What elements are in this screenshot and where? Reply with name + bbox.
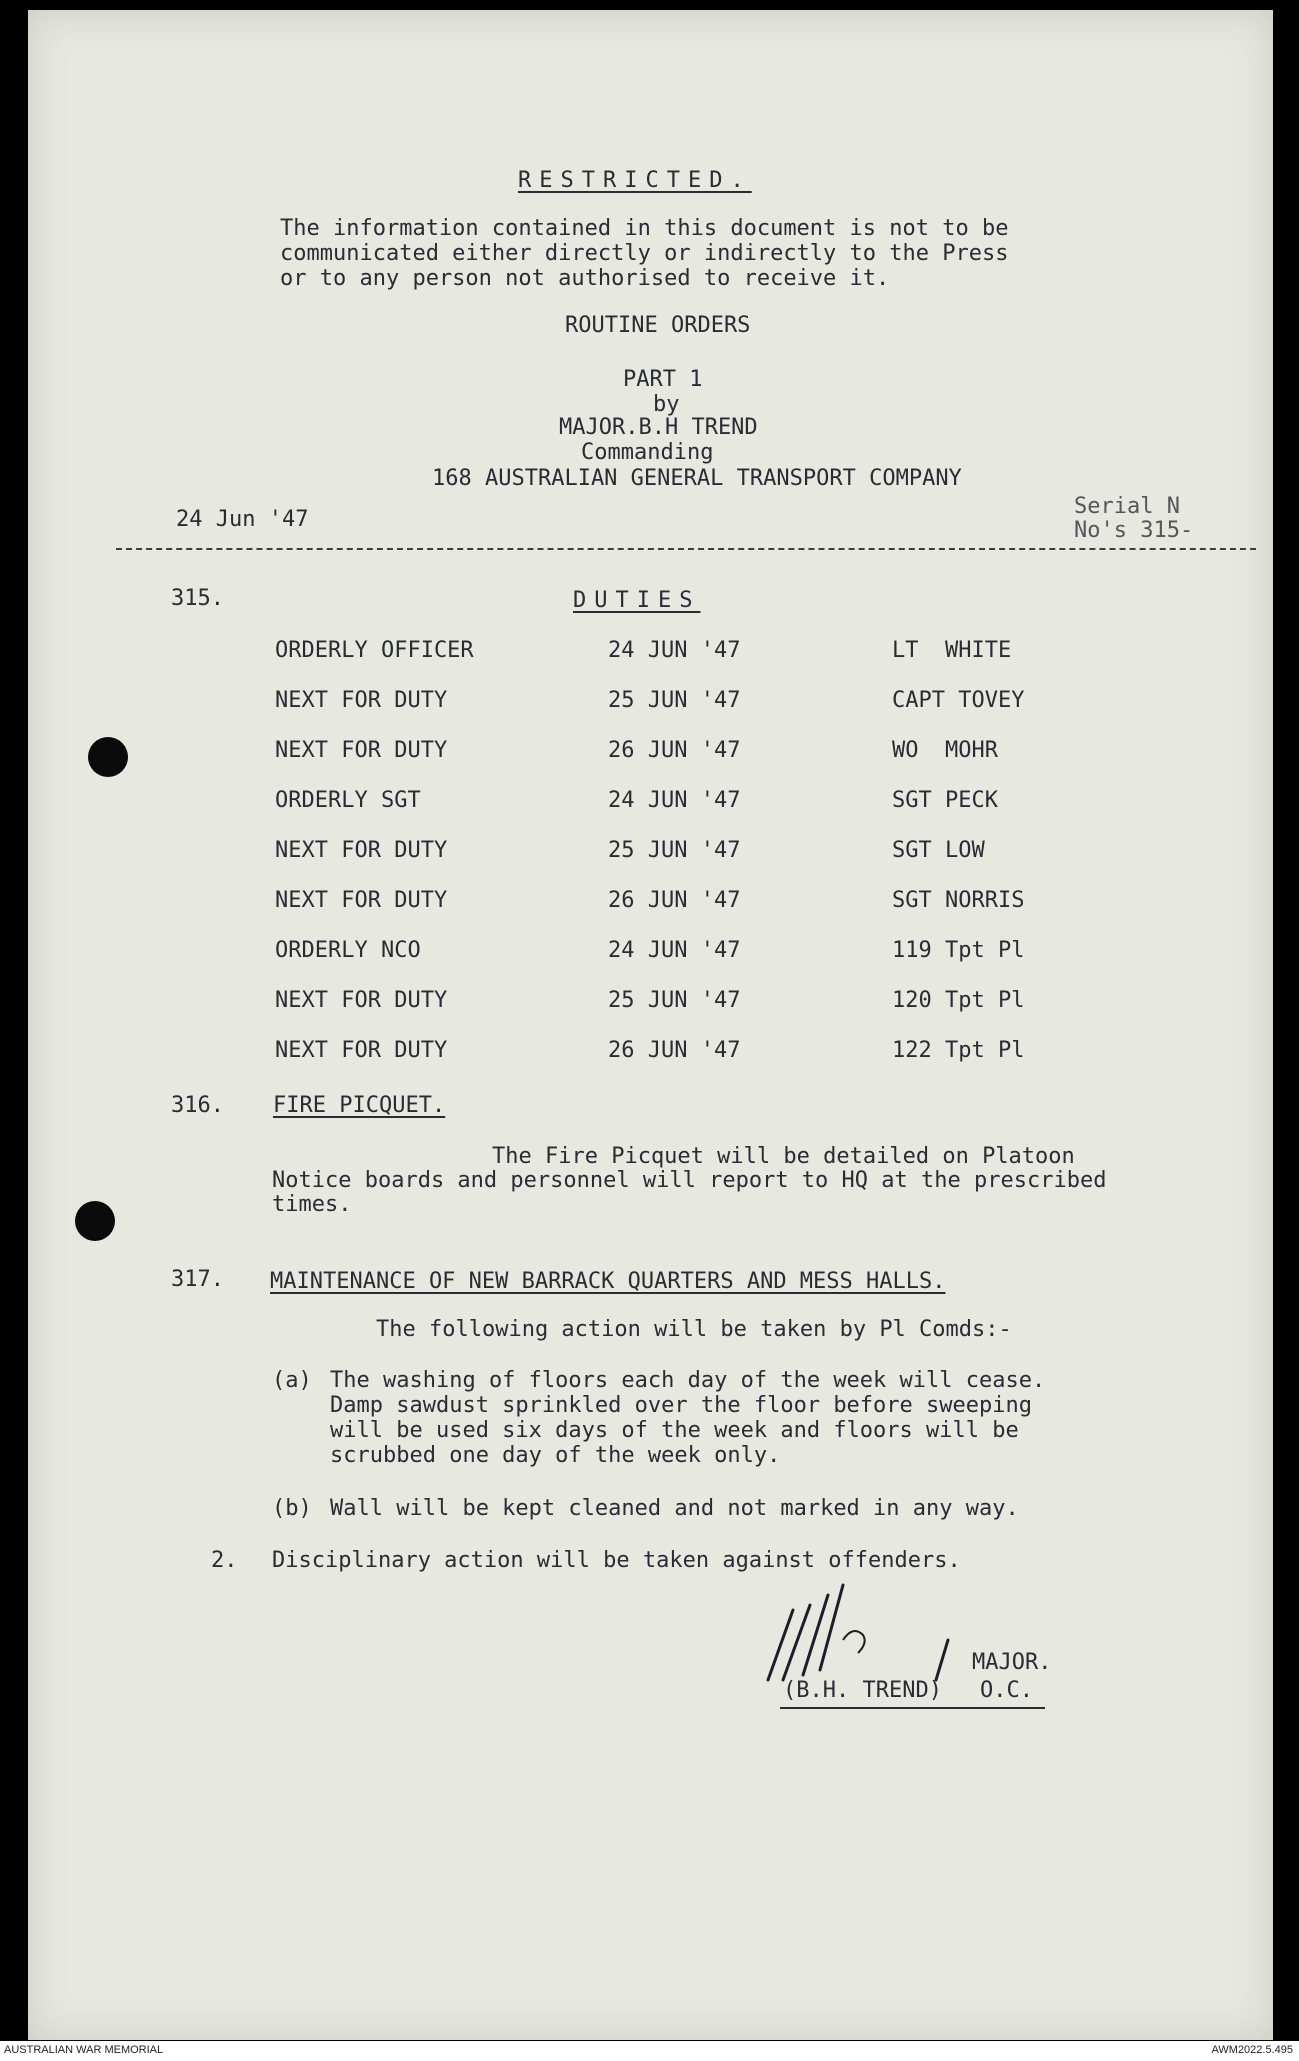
archive-footer <box>0 2041 1299 2061</box>
duty-row <box>28 788 1273 818</box>
maintenance-heading: MAINTENANCE OF NEW BARRACK QUARTERS AND MESS HALLS. <box>270 1269 946 1294</box>
fire-picquet-line-3: times. <box>272 1192 352 1217</box>
duty-row <box>28 738 1273 768</box>
duty-person: SGT NORRIS <box>892 888 1025 913</box>
maintenance-number: 317. <box>171 1267 224 1292</box>
duty-row <box>28 838 1273 868</box>
duty-person: WO MOHR <box>892 738 998 763</box>
duty-row <box>28 638 1273 668</box>
serial-label: Serial N <box>1074 494 1180 519</box>
duty-date: 24 JUN '47 <box>608 938 741 963</box>
item-2-text: Disciplinary action will be taken against offenders. <box>272 1548 961 1573</box>
duty-role: NEXT FOR DUTY <box>275 988 448 1013</box>
item-a-line-1: The washing of floors each day of the week will cease. <box>330 1368 1046 1393</box>
duty-row <box>28 888 1273 918</box>
notice-line-1: The information contained in this document is not to be <box>280 216 1009 241</box>
item-a-label: (a) <box>272 1368 312 1393</box>
document-page <box>28 10 1273 2040</box>
duties-number: 315. <box>171 586 224 611</box>
item-a-line-3: will be used six days of the week and floors will be <box>330 1418 1019 1443</box>
duty-person: SGT PECK <box>892 788 998 813</box>
maintenance-intro: The following action will be taken by Pl Comds:- <box>376 1317 1012 1342</box>
duty-row <box>28 938 1273 968</box>
duty-person: 119 Tpt Pl <box>892 938 1025 963</box>
duty-date: 26 JUN '47 <box>608 738 741 763</box>
footer-accession: AWM2022.5.495 <box>1211 2044 1293 2056</box>
by-label: by <box>653 392 680 417</box>
commanding-label: Commanding <box>581 440 714 465</box>
fire-picquet-heading: FIRE PICQUET. <box>273 1093 446 1118</box>
duty-date: 24 JUN '47 <box>608 638 741 663</box>
signatory-title: O.C. <box>980 1678 1033 1703</box>
signatory-rank: MAJOR. <box>972 1650 1052 1675</box>
duty-date: 24 JUN '47 <box>608 788 741 813</box>
duties-heading: DUTIES <box>573 588 701 613</box>
duty-role: NEXT FOR DUTY <box>275 1038 448 1063</box>
duty-person: SGT LOW <box>892 838 985 863</box>
notice-line-3: or to any person not authorised to receive it. <box>280 266 890 291</box>
duty-date: 26 JUN '47 <box>608 888 741 913</box>
duty-person: CAPT TOVEY <box>892 688 1025 713</box>
punch-hole-bottom <box>75 1201 115 1241</box>
duty-date: 25 JUN '47 <box>608 838 741 863</box>
duty-row <box>28 688 1273 718</box>
duty-row <box>28 1038 1273 1068</box>
order-date: 24 Jun '47 <box>176 507 309 532</box>
notice-line-2: communicated either directly or indirectly to the Press <box>280 241 1009 266</box>
signatory-name: (B.H. TREND) <box>783 1678 942 1703</box>
duty-role: ORDERLY SGT <box>275 788 421 813</box>
duty-row <box>28 988 1273 1018</box>
item-a-line-2: Damp sawdust sprinkled over the floor before sweeping <box>330 1393 1032 1418</box>
duty-person: LT WHITE <box>892 638 1012 663</box>
restricted-heading: RESTRICTED. <box>518 168 752 193</box>
unit-name: 168 AUSTRALIAN GENERAL TRANSPORT COMPANY <box>432 466 962 491</box>
duty-date: 25 JUN '47 <box>608 988 741 1013</box>
duty-role: NEXT FOR DUTY <box>275 838 448 863</box>
duty-date: 25 JUN '47 <box>608 688 741 713</box>
serial-numbers: No's 315- <box>1074 518 1194 543</box>
duty-person: 120 Tpt Pl <box>892 988 1025 1013</box>
footer-source: AUSTRALIAN WAR MEMORIAL <box>4 2044 164 2056</box>
duty-date: 26 JUN '47 <box>608 1038 741 1063</box>
duty-role: NEXT FOR DUTY <box>275 888 448 913</box>
header-divider <box>116 548 1256 550</box>
document-title: ROUTINE ORDERS <box>565 313 751 338</box>
handwritten-signature <box>748 1580 968 1690</box>
duty-role: ORDERLY NCO <box>275 938 421 963</box>
fire-picquet-line-2: Notice boards and personnel will report to HQ at the prescribed <box>272 1168 1107 1193</box>
fire-picquet-line-1: The Fire Picquet will be detailed on Platoon <box>492 1144 1075 1169</box>
item-a-line-4: scrubbed one day of the week only. <box>330 1443 781 1468</box>
duty-person: 122 Tpt Pl <box>892 1038 1025 1063</box>
signature-underline <box>780 1707 1045 1709</box>
duty-role: ORDERLY OFFICER <box>275 638 474 663</box>
duty-role: NEXT FOR DUTY <box>275 688 448 713</box>
fire-picquet-number: 316. <box>171 1093 224 1118</box>
item-b-text: Wall will be kept cleaned and not marked in any way. <box>330 1496 1019 1521</box>
item-2-label: 2. <box>211 1548 238 1573</box>
item-b-label: (b) <box>272 1496 312 1521</box>
duty-role: NEXT FOR DUTY <box>275 738 448 763</box>
commander-name: MAJOR.B.H TREND <box>559 415 758 440</box>
part-label: PART 1 <box>623 367 703 392</box>
